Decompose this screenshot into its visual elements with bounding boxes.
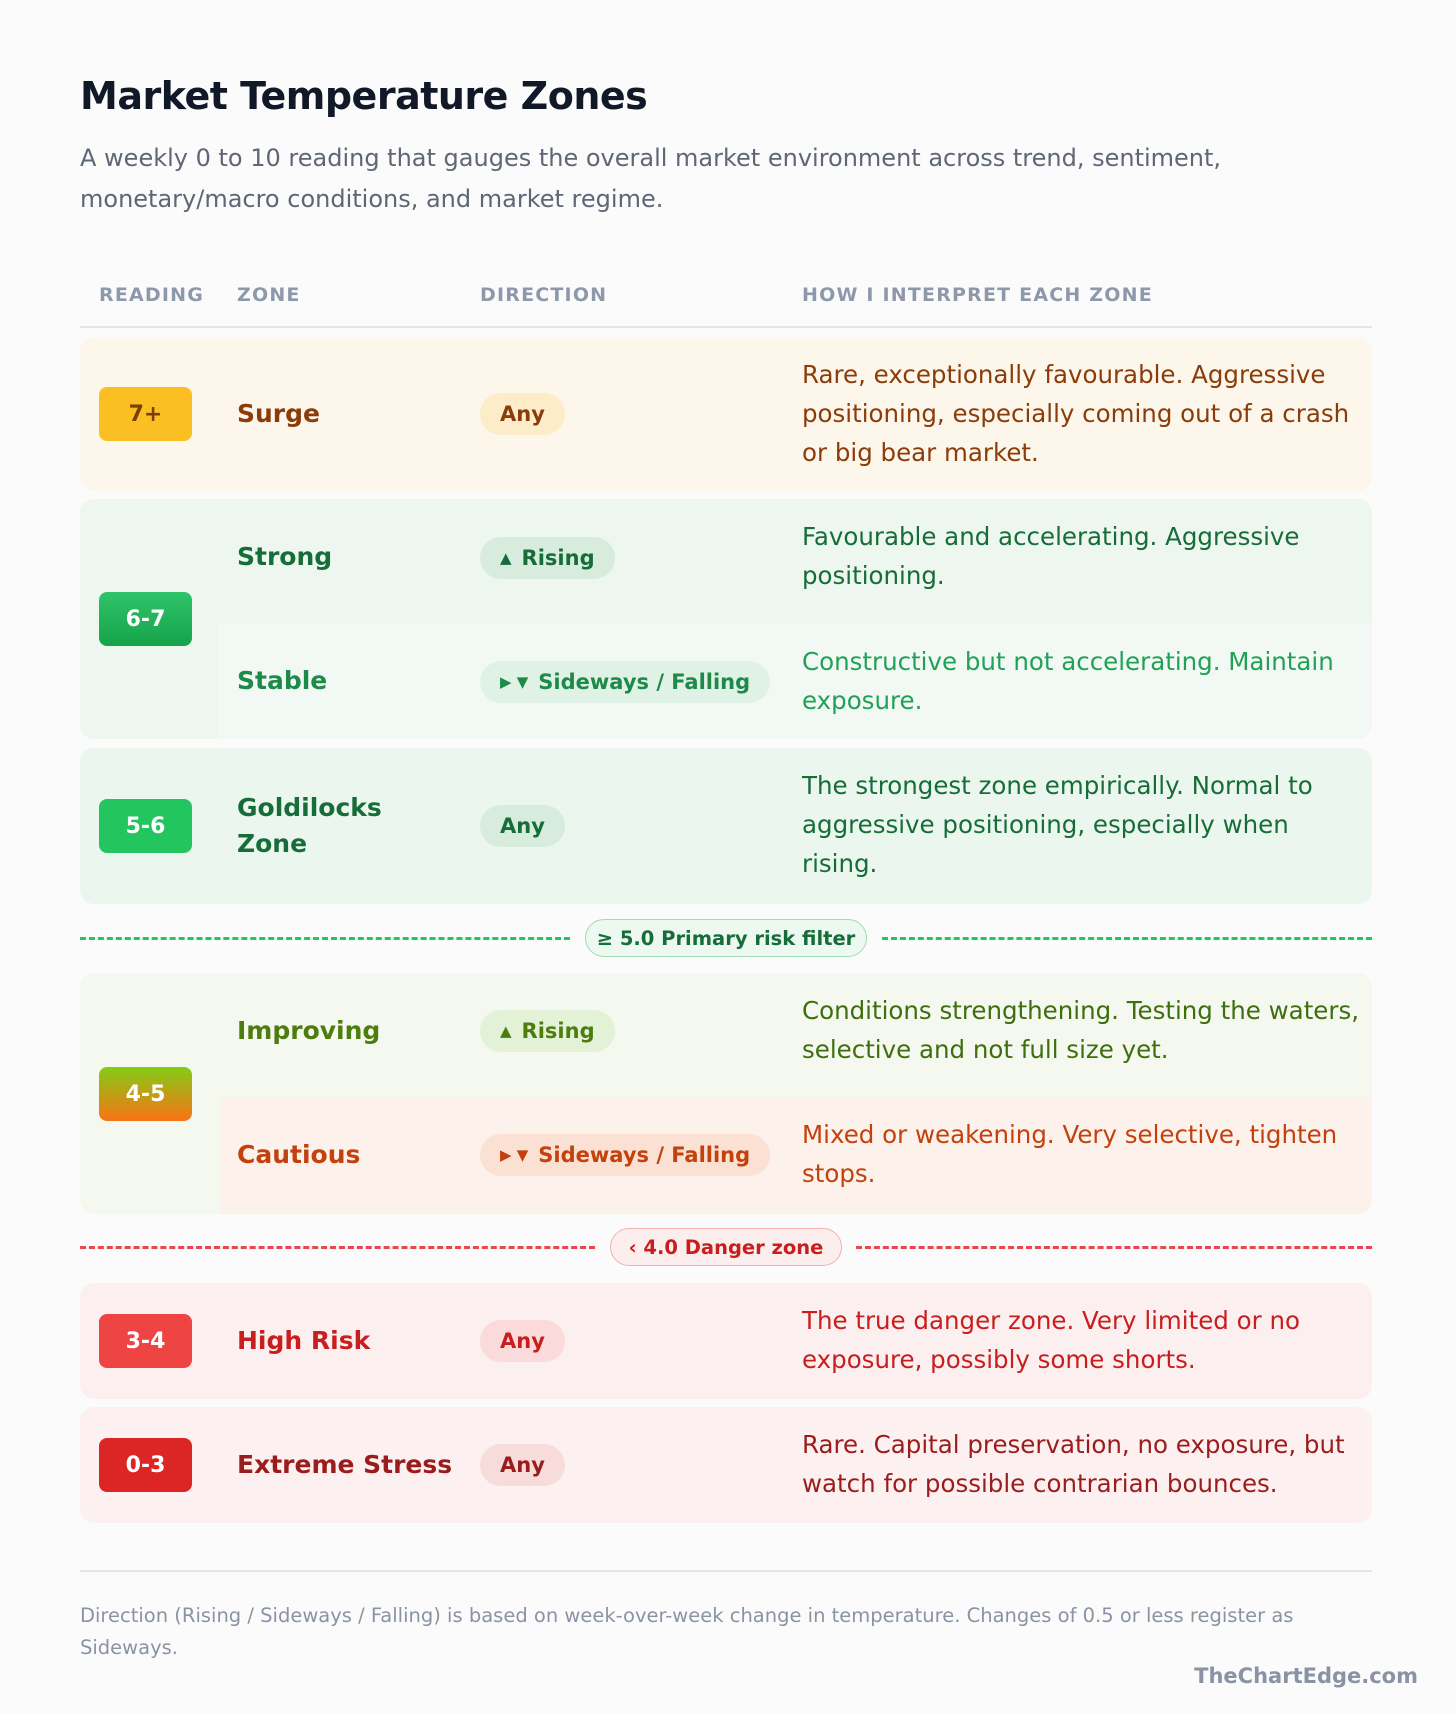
zone-label: Goldilocks Zone (237, 793, 382, 858)
direction-pill (480, 805, 565, 847)
divider-line-left (80, 1246, 595, 1249)
reading-badge: 5-6 (99, 799, 192, 853)
zone-label: Extreme Stress (237, 1450, 453, 1479)
brand-watermark: TheChartEdge.com (1194, 1664, 1418, 1688)
reading-badge: 0-3 (99, 1438, 192, 1492)
direction-pill (480, 393, 565, 435)
row-group-improving-cautious (80, 973, 1372, 1214)
zone-label: High Risk (237, 1326, 371, 1355)
direction-label: Any (500, 1453, 545, 1477)
page-title: Market Temperature Zones (80, 74, 648, 118)
direction-pill (480, 537, 615, 579)
direction-label: Rising (521, 546, 595, 570)
sideways-falling-icon: ▶ ▼ (500, 673, 529, 691)
triangle-up-icon: ▲ (500, 549, 512, 567)
primary-risk-filter-label: ≥ 5.0 Primary risk filter (585, 919, 867, 957)
row-goldilocks (80, 748, 1372, 904)
direction-label: Any (500, 402, 545, 426)
row-improving (219, 973, 1372, 1089)
direction-label: Sideways / Falling (538, 1143, 751, 1167)
footnote: Direction (Rising / Sideways / Falling) is based on week-over-week change in temperature. Changes of 0.5 or less register as Sideways. (80, 1604, 1294, 1659)
zone-description: The strongest zone empirically. Normal to aggressive positioning, especially when rising. (802, 771, 1313, 878)
direction-pill (480, 661, 770, 703)
direction-pill (480, 1444, 565, 1486)
row-strong (219, 499, 1372, 615)
reading-badge: 4-5 (99, 1067, 192, 1121)
direction-label: Any (500, 814, 545, 838)
column-header-reading: READING (99, 284, 205, 306)
footer-divider (80, 1570, 1372, 1572)
direction-label: Any (500, 1329, 545, 1353)
divider-line-right (882, 937, 1372, 940)
zone-label: Improving (237, 1016, 381, 1045)
column-header-interpret: HOW I INTERPRET EACH ZONE (802, 284, 1153, 306)
row-extreme-stress (80, 1407, 1372, 1523)
row-group-strong-stable (80, 499, 1372, 739)
column-header-direction: DIRECTION (480, 284, 608, 306)
column-header-zone: ZONE (237, 284, 301, 306)
row-stable (219, 623, 1372, 739)
zone-description: Mixed or weakening. Very selective, tighten stops. (802, 1120, 1338, 1188)
divider-line-right (856, 1246, 1372, 1249)
direction-label: Sideways / Falling (538, 670, 751, 694)
sideways-falling-icon: ▶ ▼ (500, 1146, 529, 1164)
zone-label: Stable (237, 666, 328, 695)
danger-zone-label: ‹ 4.0 Danger zone (610, 1228, 842, 1266)
row-surge (80, 337, 1372, 491)
zone-description: Favourable and accelerating. Aggressive positioning. (802, 522, 1300, 590)
row-cautious (219, 1097, 1372, 1214)
reading-badge: 7+ (99, 387, 192, 441)
zone-description: The true danger zone. Very limited or no exposure, possibly some shorts. (802, 1306, 1300, 1374)
zone-label: Cautious (237, 1140, 361, 1169)
reading-badge: 6-7 (99, 592, 192, 646)
zone-description: Conditions strengthening. Testing the waters, selective and not full size yet. (802, 996, 1359, 1064)
zone-label: Strong (237, 542, 333, 571)
zone-description: Constructive but not accelerating. Maintain exposure. (802, 647, 1334, 715)
triangle-up-icon: ▲ (500, 1022, 512, 1040)
direction-pill (480, 1134, 770, 1176)
direction-pill (480, 1320, 565, 1362)
page-subtitle: A weekly 0 to 10 reading that gauges the overall market environment across trend, sentiment, monetary/macro conditions, and market regime. (80, 144, 1222, 213)
direction-pill (480, 1010, 615, 1052)
reading-badge: 3-4 (99, 1314, 192, 1368)
zone-description: Rare, exceptionally favourable. Aggressive positioning, especially coming out of a crash or big bear market. (802, 360, 1350, 467)
zone-label: Surge (237, 399, 320, 428)
header-divider (80, 326, 1372, 328)
row-high-risk (80, 1283, 1372, 1399)
direction-label: Rising (521, 1019, 595, 1043)
divider-line-left (80, 937, 570, 940)
zone-description: Rare. Capital preservation, no exposure, but watch for possible contrarian bounces. (802, 1430, 1345, 1498)
